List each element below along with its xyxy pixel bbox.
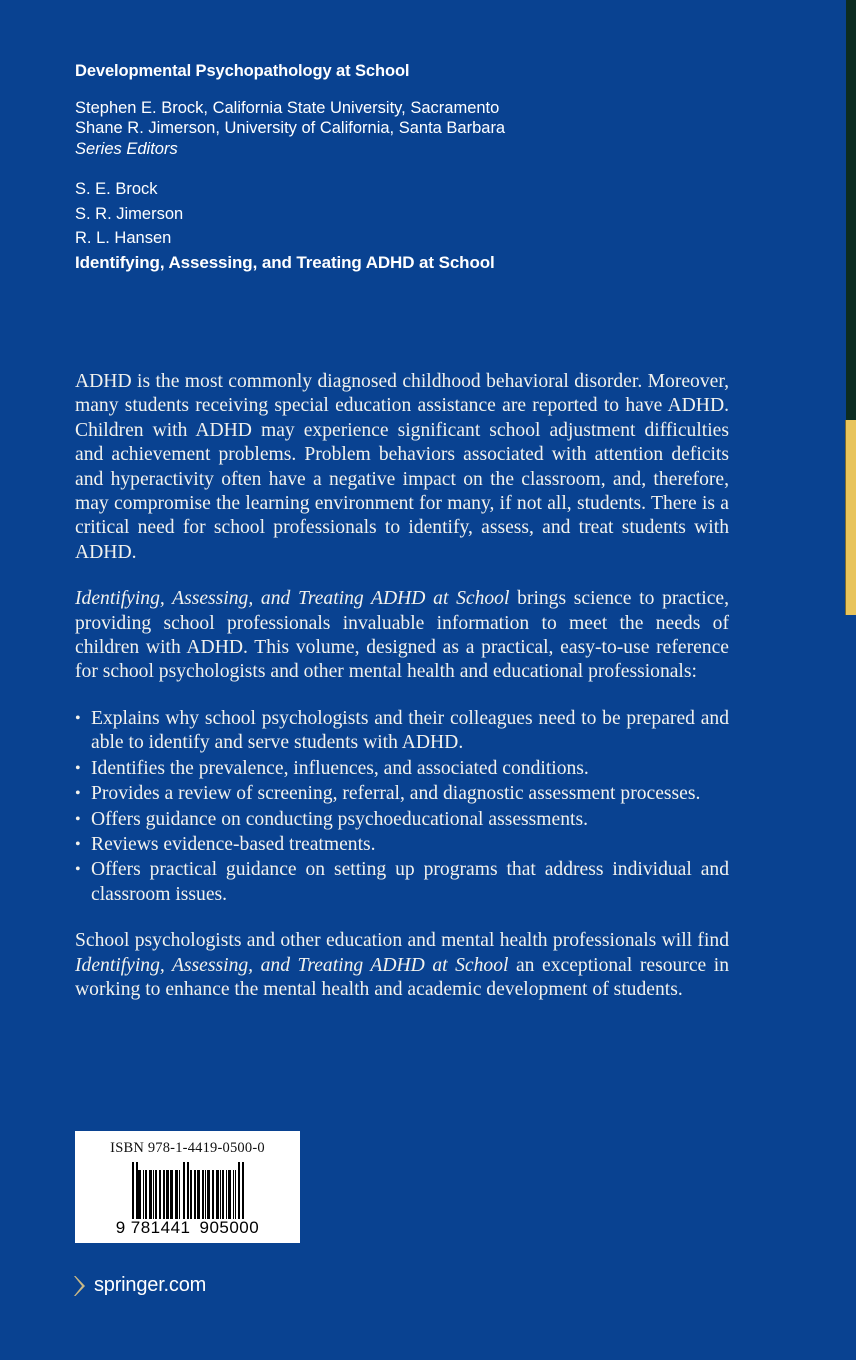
series-editor-1: Stephen E. Brock, California State University, Sacramento: [75, 98, 500, 117]
list-item: [75, 808, 729, 832]
list-item: [75, 757, 729, 781]
bullet-text: • Offers guidance on conducting psychoeducational assessments.: [91, 808, 588, 830]
bullet-text: • Offers practical guidance on setting up programs that address individual and classroom issues.: [91, 859, 729, 905]
blurb-paragraph-3-title: Identifying, Assessing, and Treating ADHD at School: [75, 954, 509, 976]
feature-bullet-list: [75, 707, 729, 907]
series-title: Developmental Psychopathology at School: [75, 62, 410, 80]
springer-wordmark-text: springer.com: [94, 1274, 207, 1296]
list-item: [75, 782, 729, 806]
chevron-right-icon: [74, 1275, 87, 1297]
bullet-text: • Provides a review of screening, referral, and diagnostic assessment processes.: [91, 783, 701, 805]
blurb-paragraph-3-pre: School psychologists and other education and mental health professionals will find: [75, 930, 729, 952]
ean-group-2: 905000: [199, 1218, 260, 1237]
barcode-bars: [75, 1162, 300, 1219]
back-cover-blurb: [75, 370, 729, 1002]
list-item: [75, 707, 729, 756]
spine-edge-green-strip: [846, 0, 856, 420]
bullet-text: • Identifies the prevalence, influences, and associated conditions.: [91, 757, 589, 779]
ean-digits: [75, 1218, 300, 1238]
cover-header: [75, 62, 775, 275]
series-editor-2: Shane R. Jimerson, University of California, Santa Barbara: [75, 119, 506, 138]
author-3: R. L. Hansen: [75, 229, 172, 248]
list-item: [75, 858, 729, 907]
author-1: S. E. Brock: [75, 180, 158, 199]
blurb-paragraph-3-post: an exceptional resource in working to enhance the mental health and academic development of students.: [75, 954, 729, 1000]
spine-edge-blue-strip: [846, 615, 856, 1360]
ean-group-1: 781441: [130, 1218, 191, 1237]
isbn-number: ISBN 978-1-4419-0500-0: [110, 1140, 265, 1156]
list-item: [75, 833, 729, 857]
springer-logo: [74, 1274, 206, 1297]
blurb-paragraph-2: [75, 587, 729, 685]
ean-lead-digit: 9: [115, 1218, 126, 1237]
bullet-text: • Reviews evidence-based treatments.: [91, 833, 376, 855]
author-2: S. R. Jimerson: [75, 204, 184, 223]
book-title: Identifying, Assessing, and Treating ADHD at School: [75, 252, 495, 272]
author-list: [75, 177, 775, 275]
series-editors-label: Series Editors: [75, 139, 178, 158]
blurb-paragraph-3: [75, 929, 729, 1002]
blurb-paragraph-1: ADHD is the most commonly diagnosed childhood behavioral disorder. Moreover, many students receiving special education assistance are reported to have ADHD. Children with ADHD may experience significant school adjustment difficulties and achievement problems. Problem behaviors associated with attention deficits and hyperactivity often have a negative impact on the classroom, and, therefore, may compromise the learning environment for many, if not all, students. There is a critical need for school professionals to identify, assess, and treat students with ADHD.: [75, 371, 729, 563]
isbn-barcode: [75, 1131, 300, 1243]
bullet-text: • Explains why school psychologists and their colleagues need to be prepared and able to identify and serve students with ADHD.: [91, 707, 729, 754]
blurb-paragraph-2-rest: brings science to practice, providing school professionals invaluable information to meet the needs of children with ADHD. This volume, designed as a practical, easy-to-use reference for school psychologists and other mental health and educational professionals:: [75, 588, 729, 683]
spine-edge-gold-strip: [845, 420, 856, 615]
blurb-paragraph-2-title: Identifying, Assessing, and Treating ADHD at School: [75, 588, 510, 610]
